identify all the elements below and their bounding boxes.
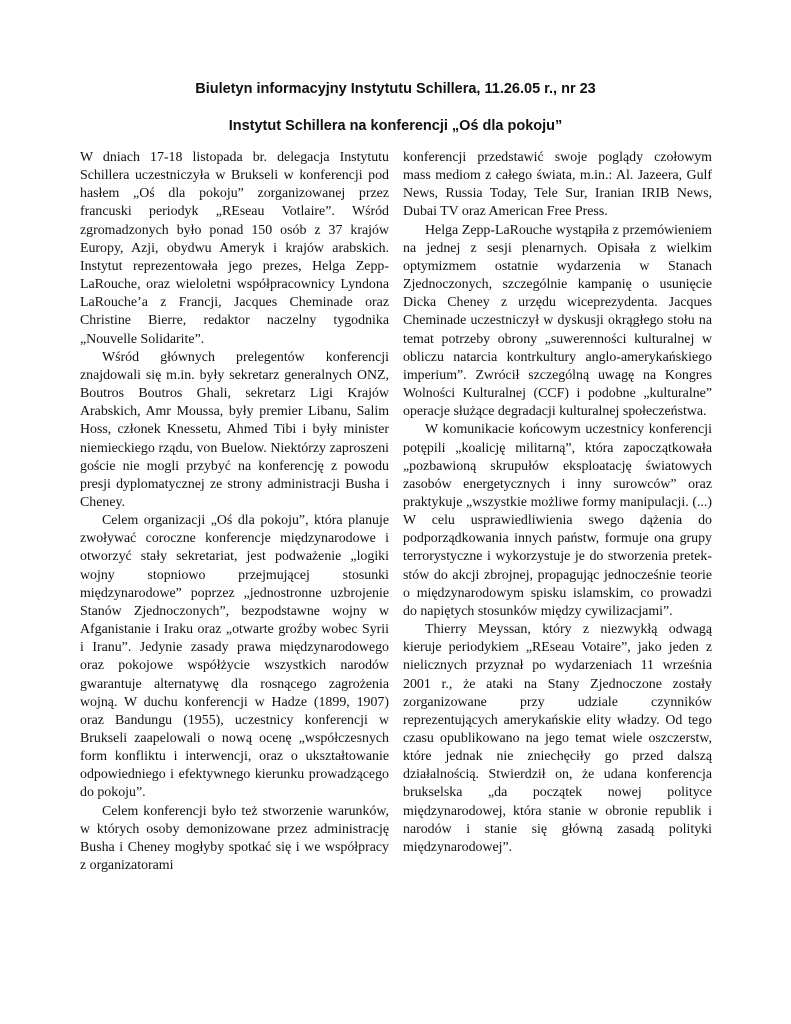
left-column [80,149,389,875]
paragraph: Celem konferencji było też stworzenie warunków, w których osoby demonizowane przez administrację Busha i Cheney mogłyby spotkać się i we współpracy z organizatorami [80,803,389,874]
paragraph: Thierry Meyssan, który z niezwykłą odwagą kieruje periodykiem „REseau Votaire”, jako jeden z nielicznych przyznał po wydarzeniach 11 września 2001 r., że ataki na Stany Zjednoczone zostały zorganizowane przy udziale czynników reprezentujących amerykańskie elity władzy. Od tego czasu opublikowano na jego temat wiele oszczerstw, które jednak nie zniechęciły go przed dalszą działalnością. Stwierdził on, że udana konferencja brukselska „da początek nowej polityce międzynarodowej, która stanie w obronie republik i narodów i stanie się główną zasadą polityki międzynarodowej”. [403,622,712,855]
paragraph: Celem organizacji „Oś dla pokoju”, która planuje zwoływać coroczne konferencje międzynarodowe i otworzyć stały sekretariat, jest podważenie „logiki wojny stopniowo przejmującej stosunki międzynarodowe” poprzez „jednostronne uzbrojenie Stanów Zjednoczonych”, bezpodstawne wojny w Afganistanie i Iraku oraz „otwarte groźby wobec Syrii i Iranu”. Jedynie zasady prawa międzynarodowego oraz pokojowe współżycie wszystkich narodów gwarantuje alternatywę dla rosnącego zagrożenia wojną. W duchu konferencji w Hadze (1899, 1907) oraz Bandungu (1955), uczestnicy konferencji w Brukseli zaapelowali o nową ocenę „współczesnych form konfliktu i interwencji, oraz o ukształtowanie odpowiedniego i efektywnego kierunku prowadzącego do pokoju”. [80,513,389,801]
paragraph: W dniach 17-18 listopada br. delegacja Instytutu Schillera uczestniczyła w Brukseli w konferencji pod hasłem „Oś dla pokoju” zorganizowanej przez francuski periodyk „REseau Votlaire”. Wśród zgromadzonych było ponad 150 osób z 37 krajów Europy, Azji, obydwu Ameryk i krajów arabskich. Instytut reprezentowała jego prezes, Helga Zepp-LaRouche, oraz wieloletni współpracownicy Lyndona LaRouche’a z Francji, Jacques Cheminade oraz Christine Bierre, redaktor naczelny tygodnika „Nouvelle Solidarite”. [80,150,389,347]
right-column [403,149,712,857]
bulletin-header: Biuletyn informacyjny Instytutu Schillera, 11.26.05 r., nr 23 [195,81,596,97]
article-title: Instytut Schillera na konferencji „Oś dla pokoju” [228,118,563,134]
paragraph: Helga Zepp-LaRouche wystąpiła z przemówieniem na jednej z sesji plenarnych. Opisała z wielkim optymizmem ostatnie wydarzenia w Stanach Zjednoczonych, szczególnie kampanię o usunięcie Dicka Cheney z urzędu wiceprezydenta. Jacques Cheminade uczestniczył w dyskusji okrągłego stołu na temat potrzeby obrony „suwerenności kulturalnej w obliczu natarcia kontrkultury anglo-amerykańskiego imperium”. Zwrócił szczególną uwagę na Kongres Wolności Kulturalnej (CCF) i podobne „kulturalne” operacje służące degradacji kulturalnej społeczeństwa. [403,222,712,420]
paragraph: W komunikacie końcowym uczestnicy konferencji potępili „koalicję militarną”, która zapoczątkowała „pozbawioną skrupułów eksploatację światowych zasobów energetycznych i inny surowców” oraz praktykuje „wszystkie możliwe formy manipulacji. (...) W celu usprawiedliwienia swego dążenia do podporządkowania innych państw, formuje ona grupy terrorystyczne i wykorzystuje je do stworzenia pretekstów do akcji zbrojnej, propagując jednocześnie teorie o międzynarodowym spisku islamskim, co prowadzi do napiętych stosunków między cywilizacjami”. [403,422,712,619]
paragraph: Wśród głównych prelegentów konferencji znajdowali się m.in. były sekretarz generalnych ONZ, Boutros Boutros Ghali, sekretarz Ligi Krajów Arabskich, Amr Moussa, były premier Libanu, Salim Hoss, członek Knessetu, Ahmed Tibi i były minister niemieckiego rządu, von Buelow. Niektórzy zaproszeni goście nie mogli przybyć na konferencję z powodu presji dyplomatycznej ze strony administracji Busha i Cheney. [80,349,389,510]
paragraph: konferencji przedstawić swoje poglądy czołowym mass mediom z całego świata, m.in.: Al. Jazeera, Gulf News, Russia Today, Tele Sur, Iranian IRIB News, Dubai TV oraz American Free Press. [403,150,712,220]
